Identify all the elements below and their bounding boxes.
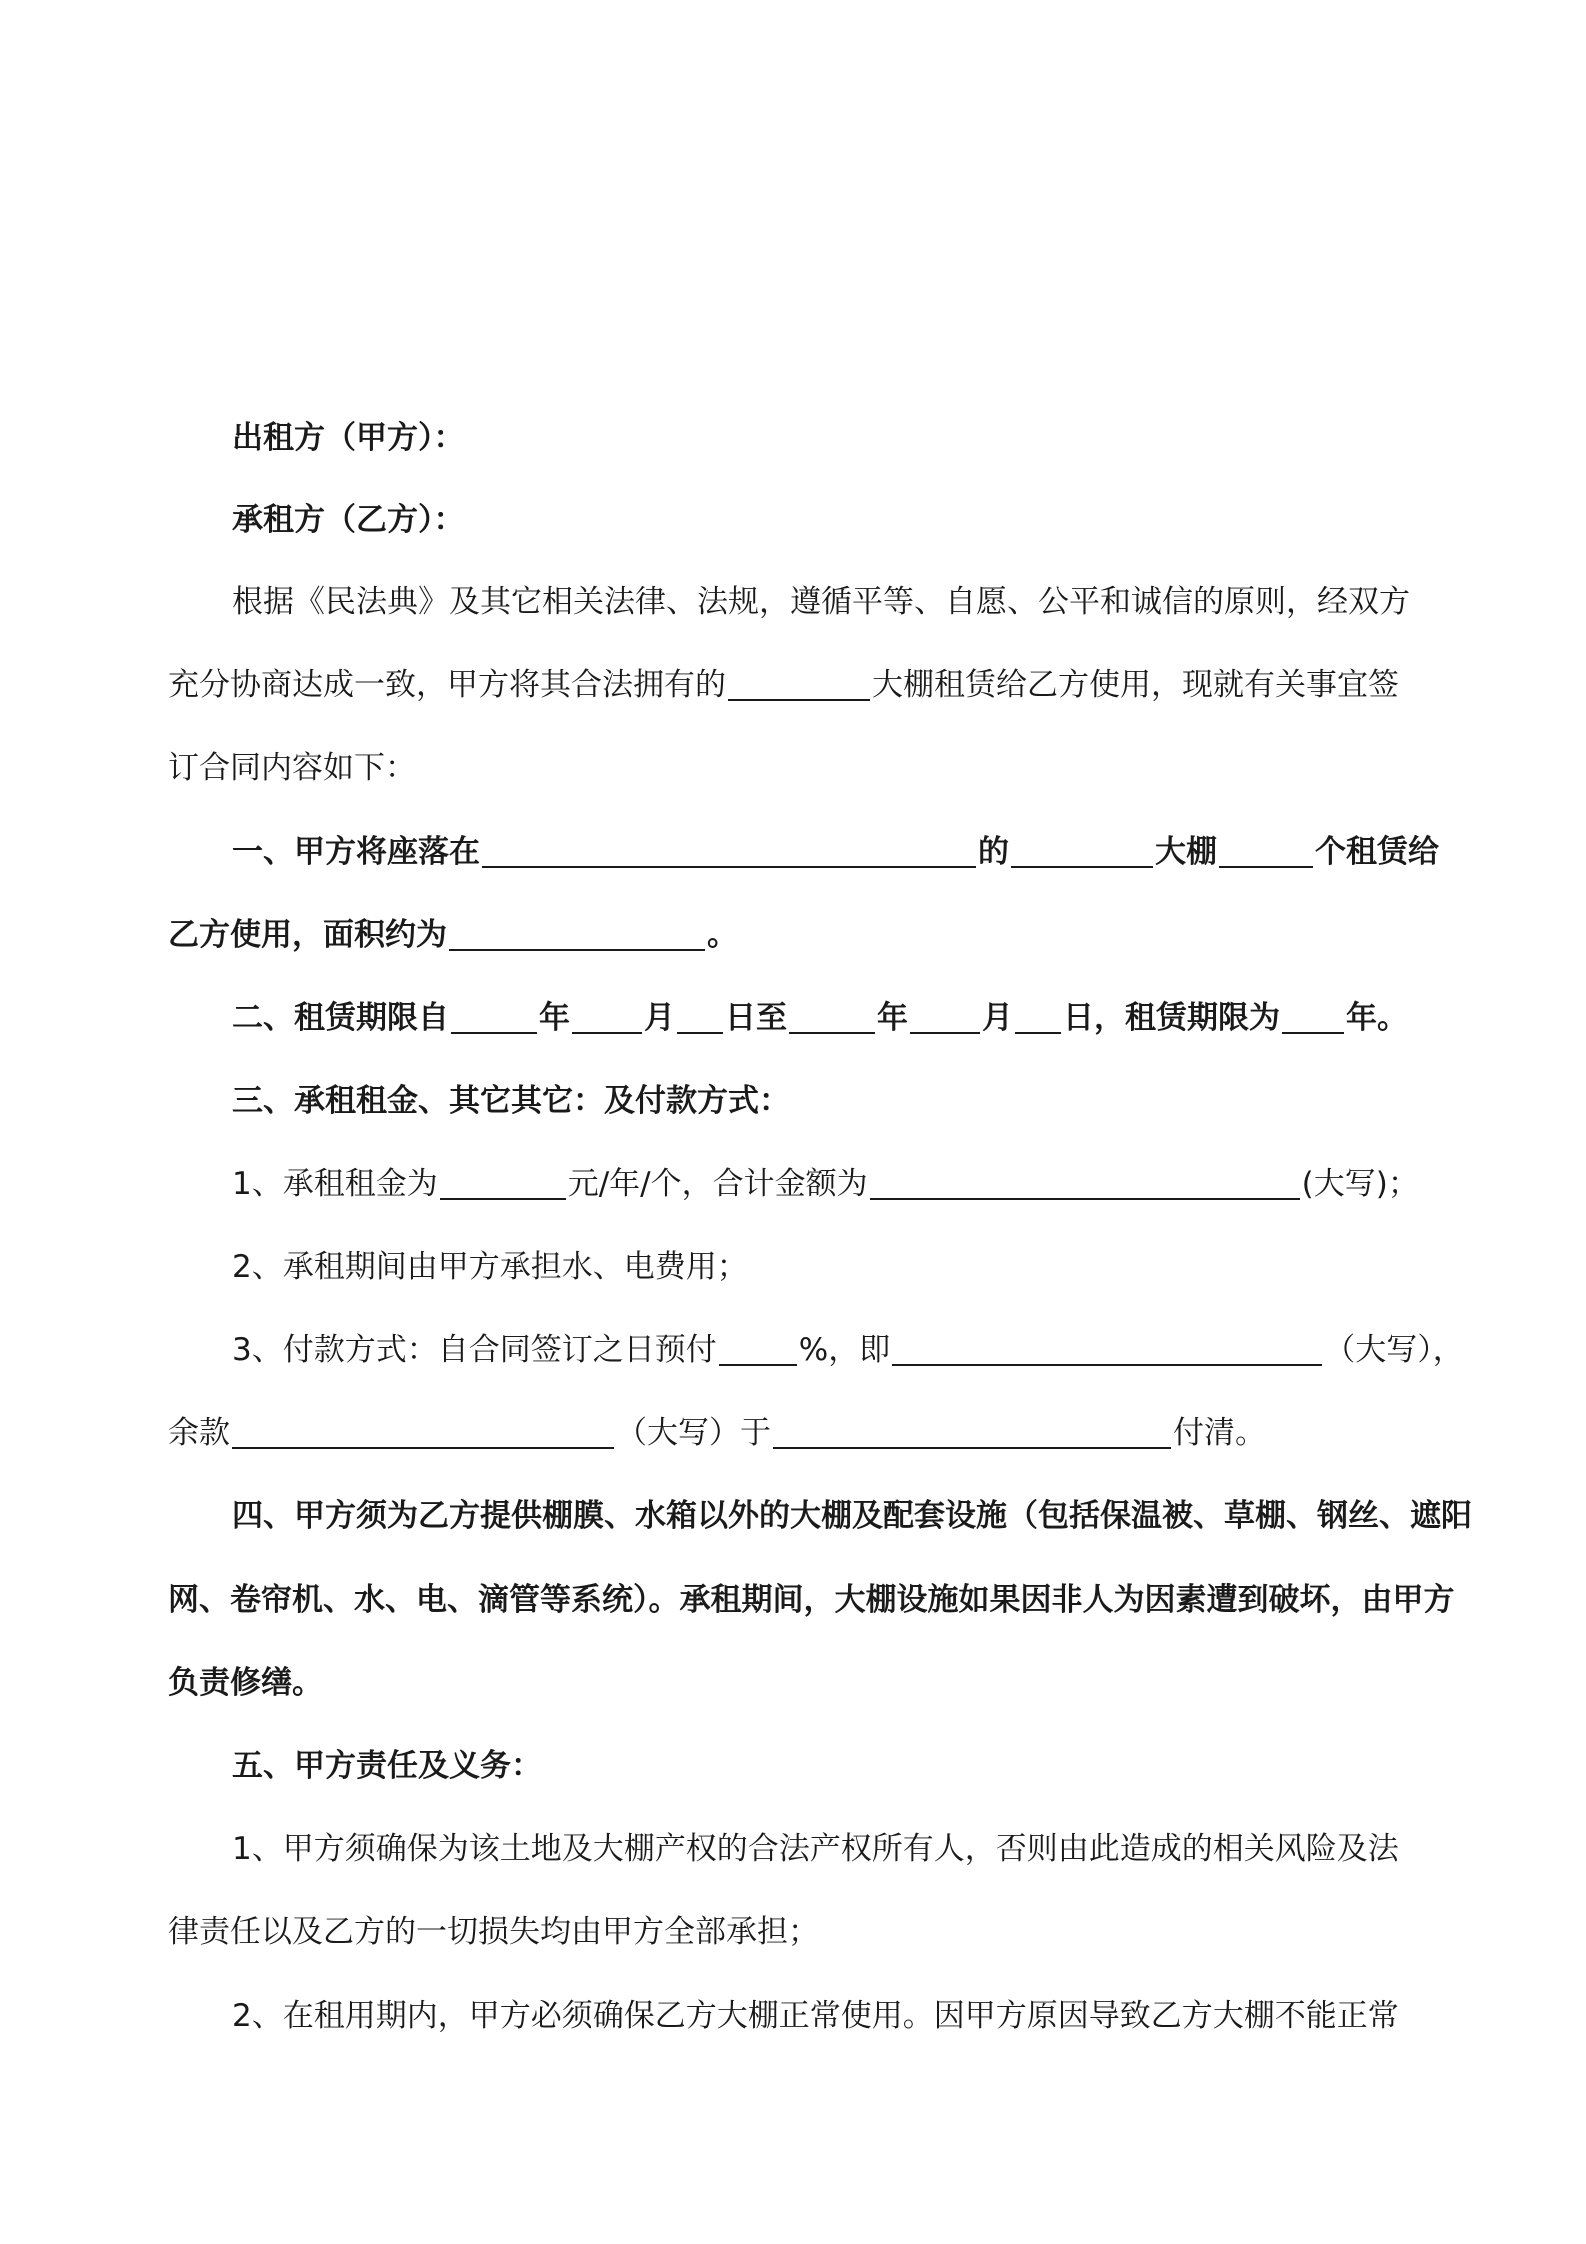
clause-3-item-3-line-1: 3、付款方式：自合同签订之日预付 %，即 （大写）， — [232, 1332, 1464, 1368]
blank-end-month[interactable] — [910, 1002, 980, 1034]
blank-area[interactable] — [449, 919, 705, 951]
blank-start-day[interactable] — [677, 1002, 723, 1034]
clause-3-item-1: 1、承租租金为 元/年/个，合计金额为 (大写)； — [232, 1166, 1419, 1202]
lessor-line — [232, 418, 1468, 458]
preamble-line-2: 充分协商达成一致，甲方将其合法拥有的 大棚租赁给乙方使用，现就有关事宜签 — [168, 667, 1399, 703]
clause-5-item-1-line-1: 1、甲方须确保为该土地及大棚产权的合法产权所有人，否则由此造成的相关风险及法 — [232, 1831, 1399, 1867]
clause-5-title: 五、甲方责任及义务： — [232, 1748, 542, 1784]
clause-1-line-1: 一、甲方将座落在 的 大棚 个租赁给 — [232, 834, 1439, 870]
clause-2-line: 二、租赁期限自 年 月 日至 年 月 日，租赁期限为 年。 — [232, 1000, 1408, 1036]
clause-3-item-2: 2、承租期间由甲方承担水、电费用； — [232, 1249, 748, 1285]
blank-prepay-percent[interactable] — [719, 1334, 797, 1366]
clause-3-item-3-line-2: 余款 （大写）于 付清。 — [168, 1415, 1266, 1451]
blank-end-year[interactable] — [789, 1002, 875, 1034]
blank-location[interactable] — [482, 836, 976, 868]
blank-greenhouse-type[interactable] — [728, 669, 870, 701]
clause-3-title: 三、承租租金、其它其它：及付款方式： — [232, 1083, 790, 1119]
clause-4-line-2: 网、卷帘机、水、电、滴管等系统）。承租期间，大棚设施如果因非人为因素遭到破坏，由甲方 — [168, 1582, 1455, 1618]
lessor-label: 出租方（甲方）： — [232, 420, 465, 456]
preamble-line-1: 根据《民法典》及其它相关法律、法规，遵循平等、自愿、公平和诚信的原则，经双方 — [232, 584, 1410, 620]
blank-start-year[interactable] — [451, 1002, 537, 1034]
blank-total-amount[interactable] — [870, 1168, 1300, 1200]
preamble-line-3: 订合同内容如下： — [168, 750, 416, 786]
blank-end-day[interactable] — [1015, 1002, 1061, 1034]
clause-4-line-3: 负责修缮。 — [168, 1665, 323, 1701]
blank-balance-date[interactable] — [773, 1417, 1171, 1449]
clause-5-item-2-line-1: 2、在租用期内，甲方必须确保乙方大棚正常使用。因甲方原因导致乙方大棚不能正常 — [232, 1998, 1399, 2034]
blank-balance-amount[interactable] — [232, 1417, 614, 1449]
blank-type[interactable] — [1011, 836, 1153, 868]
blank-term-years[interactable] — [1282, 1002, 1344, 1034]
clause-5-item-1-line-2: 律责任以及乙方的一切损失均由甲方全部承担； — [168, 1914, 819, 1950]
blank-start-month[interactable] — [572, 1002, 642, 1034]
clause-1-line-2: 乙方使用，面积约为 。 — [168, 917, 738, 953]
blank-prepay-amount[interactable] — [892, 1334, 1322, 1366]
blank-rent[interactable] — [440, 1168, 566, 1200]
clause-4-line-1: 四、甲方须为乙方提供棚膜、水箱以外的大棚及配套设施（包括保温被、草棚、钢丝、遮阳 — [232, 1498, 1472, 1534]
lessee-label: 承租方（乙方）： — [232, 502, 465, 538]
lessee-line — [232, 500, 1468, 540]
blank-count[interactable] — [1219, 836, 1313, 868]
